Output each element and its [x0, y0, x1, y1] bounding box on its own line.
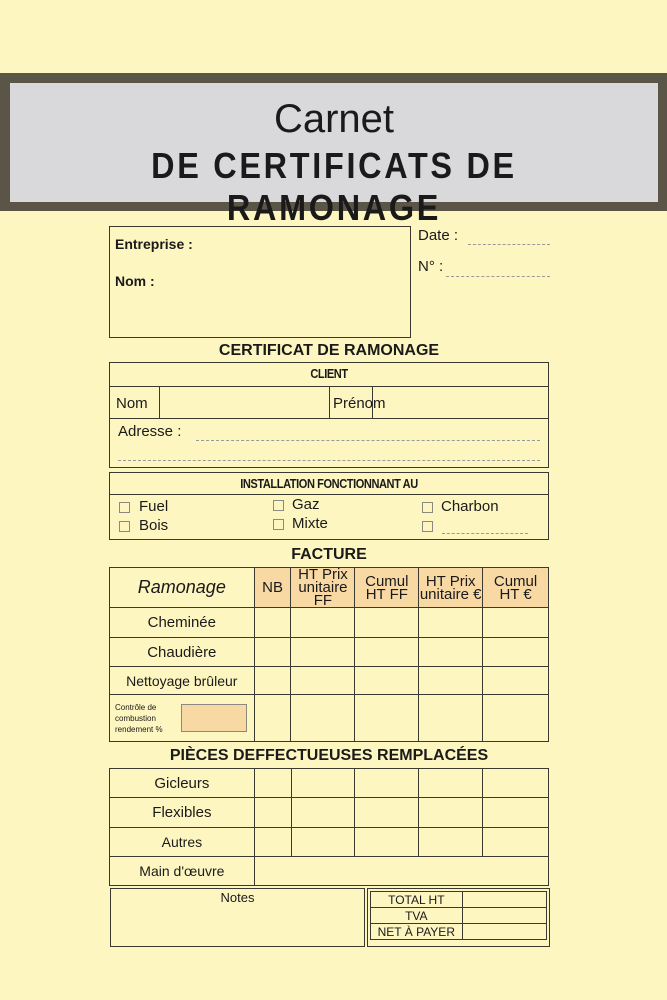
cell[interactable]: [291, 695, 355, 742]
col-cumul-eur: Cumul HT €: [483, 568, 549, 608]
gaz-checkbox[interactable]: [273, 500, 284, 511]
row-main-oeuvre: Main d'œuvre: [110, 857, 255, 886]
cell[interactable]: [483, 638, 549, 667]
cell[interactable]: [419, 638, 483, 667]
charbon-checkbox[interactable]: [422, 502, 433, 513]
cell[interactable]: [483, 695, 549, 742]
cell[interactable]: [254, 798, 291, 828]
cell[interactable]: [291, 667, 355, 695]
cell[interactable]: [355, 608, 419, 638]
row-flexibles: Flexibles: [110, 798, 255, 828]
bois-checkbox[interactable]: [119, 521, 130, 532]
facture-title: FACTURE: [291, 546, 367, 563]
tva-value[interactable]: [462, 908, 546, 924]
cell[interactable]: [254, 667, 291, 695]
cell[interactable]: [355, 695, 419, 742]
cell[interactable]: [419, 608, 483, 638]
title-line-2: DE CERTIFICATS DE RAMONAGE: [151, 145, 517, 228]
cell[interactable]: [419, 769, 483, 798]
totals-table: [370, 891, 547, 940]
cell[interactable]: [419, 695, 483, 742]
pieces-table: [109, 768, 549, 886]
mixte-checkbox[interactable]: [273, 519, 284, 530]
client-col-divider-1: [159, 386, 160, 418]
pieces-title: PIÈCES DEFFECTUEUSES REMPLACÉES: [169, 747, 489, 764]
cell[interactable]: [254, 695, 291, 742]
adresse-field-1[interactable]: [196, 440, 540, 441]
other-checkbox[interactable]: [422, 521, 433, 532]
cell[interactable]: [419, 798, 483, 828]
col-ht-prix-ff: HT Prix unitaire FF: [291, 568, 355, 608]
title-panel: [10, 83, 658, 228]
cell[interactable]: [355, 769, 419, 798]
cell[interactable]: [355, 798, 419, 828]
client-nom-label: Nom: [116, 395, 148, 412]
date-label: Date :: [418, 227, 459, 244]
cell[interactable]: [254, 857, 548, 886]
cell[interactable]: [419, 828, 483, 857]
notes-label: Notes: [220, 890, 255, 905]
tva-label: TVA: [371, 908, 463, 924]
cell[interactable]: [483, 769, 549, 798]
cell[interactable]: [291, 638, 355, 667]
numero-label: N° :: [418, 258, 444, 275]
row-autres: Autres: [110, 828, 255, 857]
client-adresse-label: Adresse :: [118, 423, 182, 440]
date-field[interactable]: [468, 244, 550, 245]
charbon-label: Charbon: [441, 498, 499, 515]
cell[interactable]: [355, 828, 419, 857]
row-gicleurs: Gicleurs: [110, 769, 255, 798]
cell[interactable]: [254, 608, 291, 638]
row-cheminee: Cheminée: [110, 608, 255, 638]
net-a-payer-value[interactable]: [462, 924, 546, 940]
cell[interactable]: [291, 828, 355, 857]
controle-label: Contrôle de combustion rendement %: [115, 702, 163, 734]
total-ht-value[interactable]: [462, 892, 546, 908]
client-prenom-label: Prénom: [333, 395, 386, 412]
other-field[interactable]: [442, 533, 528, 534]
row-controle: [110, 695, 255, 742]
col-nb: NB: [254, 568, 291, 608]
row-chaudiere: Chaudière: [110, 638, 255, 667]
cell[interactable]: [291, 798, 355, 828]
cell[interactable]: [254, 828, 291, 857]
client-divider-2: [110, 418, 548, 419]
facture-table: [109, 567, 549, 742]
net-a-payer-label: NET À PAYER: [371, 924, 463, 940]
cell[interactable]: [355, 667, 419, 695]
total-ht-label: TOTAL HT: [371, 892, 463, 908]
cell[interactable]: [483, 798, 549, 828]
row-nettoyage: Nettoyage brûleur: [110, 667, 255, 695]
bois-label: Bois: [139, 517, 169, 534]
cell[interactable]: [483, 608, 549, 638]
adresse-field-2[interactable]: [118, 460, 540, 461]
installation-divider: [110, 494, 548, 495]
title-banner: [0, 73, 667, 228]
col-cumul-ff: Cumul HT FF: [355, 568, 419, 608]
cell[interactable]: [419, 667, 483, 695]
gaz-label: Gaz: [292, 496, 320, 513]
cell[interactable]: [355, 638, 419, 667]
certificat-title: CERTIFICAT DE RAMONAGE: [218, 342, 440, 359]
rendement-field[interactable]: [181, 704, 247, 732]
cell[interactable]: [483, 667, 549, 695]
cell[interactable]: [254, 769, 291, 798]
cell[interactable]: [254, 638, 291, 667]
entreprise-label: Entreprise :: [115, 236, 193, 252]
installation-title: INSTALLATION FONCTIONNANT AU: [240, 476, 418, 491]
fuel-checkbox[interactable]: [119, 502, 130, 513]
fuel-label: Fuel: [139, 498, 169, 515]
cell[interactable]: [483, 828, 549, 857]
title-line-1: Carnet: [273, 97, 395, 141]
cell[interactable]: [291, 769, 355, 798]
nom-label: Nom :: [115, 273, 155, 289]
client-title: CLIENT: [310, 366, 348, 381]
cell[interactable]: [291, 608, 355, 638]
mixte-label: Mixte: [292, 515, 328, 532]
ramonage-label: Ramonage: [137, 577, 226, 597]
col-ht-prix-eur: HT Prix unitaire €: [419, 568, 483, 608]
numero-field[interactable]: [446, 276, 550, 277]
client-col-divider-2: [329, 386, 330, 418]
ramonage-header: [110, 568, 255, 608]
